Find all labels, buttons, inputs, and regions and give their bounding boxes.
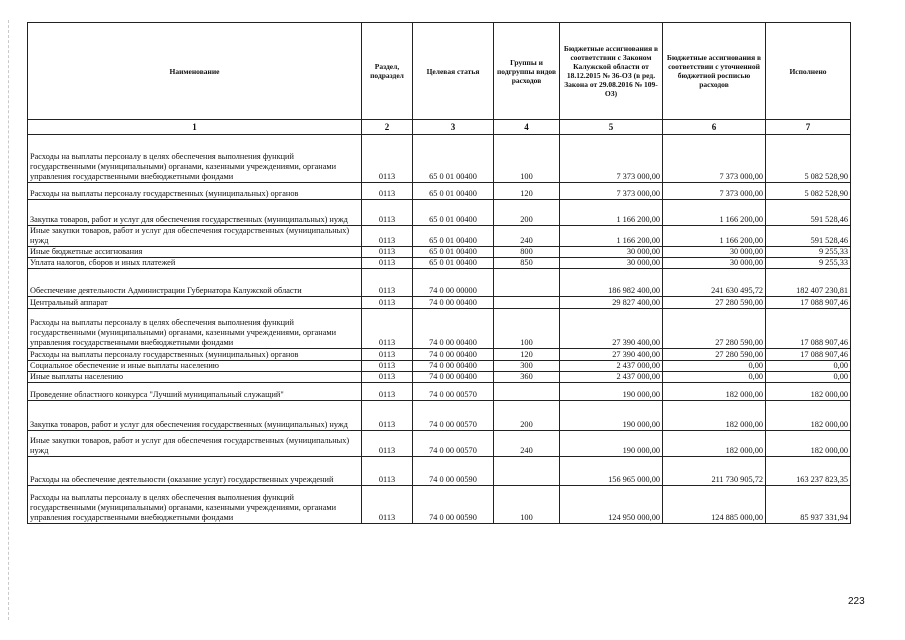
- row-group: 100: [494, 135, 560, 183]
- row-executed-amount: 9 255,33: [766, 258, 851, 269]
- table-row: [28, 226, 851, 247]
- row-name: Расходы на выплаты персоналу в целях обеспечения выполнения функций государственными (муниципальными) органами, казенными учреждениями, органами управления государственными внебюджетными фондами: [28, 309, 362, 349]
- row-law-amount: 190 000,00: [560, 383, 663, 401]
- row-name: Обеспечение деятельности Администрации Губернатора Калужской области: [28, 269, 362, 297]
- header-group: Группы и подгруппы видов расходов: [494, 23, 560, 120]
- column-number: 5: [560, 120, 663, 135]
- row-refined-amount: 182 000,00: [663, 401, 766, 431]
- row-name: Расходы на выплаты персоналу государственных (муниципальных) органов: [28, 349, 362, 361]
- row-law-amount: 30 000,00: [560, 247, 663, 258]
- row-target: 65 0 01 00400: [413, 183, 494, 200]
- row-name: Проведение областного конкурса "Лучший муниципальный служащий": [28, 383, 362, 401]
- row-name: Закупка товаров, работ и услуг для обеспечения государственных (муниципальных) нужд: [28, 200, 362, 226]
- scan-edge-line: [8, 20, 10, 620]
- row-refined-amount: 1 166 200,00: [663, 226, 766, 247]
- row-group: 200: [494, 401, 560, 431]
- row-target: 65 0 01 00400: [413, 200, 494, 226]
- row-executed-amount: 182 000,00: [766, 431, 851, 457]
- row-executed-amount: 163 237 823,35: [766, 457, 851, 486]
- row-group: [494, 457, 560, 486]
- header-section: Раздел, подраздел: [362, 23, 413, 120]
- row-target: 74 0 00 00570: [413, 383, 494, 401]
- row-target: 74 0 00 00400: [413, 361, 494, 372]
- row-section: 0113: [362, 258, 413, 269]
- row-section: 0113: [362, 486, 413, 524]
- row-law-amount: 2 437 000,00: [560, 372, 663, 383]
- row-target: 74 0 00 00590: [413, 486, 494, 524]
- row-name: Расходы на выплаты персоналу государственных (муниципальных) органов: [28, 183, 362, 200]
- row-law-amount: 7 373 000,00: [560, 183, 663, 200]
- row-name: Социальное обеспечение и иные выплаты населению: [28, 361, 362, 372]
- table-row: [28, 349, 851, 361]
- row-target: 74 0 00 00400: [413, 309, 494, 349]
- row-refined-amount: 241 630 495,72: [663, 269, 766, 297]
- table-row: [28, 431, 851, 457]
- row-section: 0113: [362, 361, 413, 372]
- table-row: [28, 486, 851, 524]
- column-number: 7: [766, 120, 851, 135]
- row-name: Центральный аппарат: [28, 297, 362, 309]
- row-law-amount: 1 166 200,00: [560, 226, 663, 247]
- row-section: 0113: [362, 372, 413, 383]
- row-executed-amount: 5 082 528,90: [766, 183, 851, 200]
- row-target: 74 0 00 00400: [413, 349, 494, 361]
- row-executed-amount: 0,00: [766, 361, 851, 372]
- row-refined-amount: 1 166 200,00: [663, 200, 766, 226]
- row-executed-amount: 0,00: [766, 372, 851, 383]
- row-group: 240: [494, 226, 560, 247]
- table-row: [28, 361, 851, 372]
- row-group: 360: [494, 372, 560, 383]
- row-target: 65 0 01 00400: [413, 247, 494, 258]
- row-section: 0113: [362, 226, 413, 247]
- row-section: 0113: [362, 457, 413, 486]
- row-group: 200: [494, 200, 560, 226]
- row-law-amount: 1 166 200,00: [560, 200, 663, 226]
- row-law-amount: 30 000,00: [560, 258, 663, 269]
- row-target: 74 0 00 00400: [413, 372, 494, 383]
- row-group: [494, 297, 560, 309]
- row-group: 850: [494, 258, 560, 269]
- row-target: 65 0 01 00400: [413, 226, 494, 247]
- row-name: Расходы на выплаты персоналу в целях обеспечения выполнения функций государственными (муниципальными) органами, казенными учреждениями, органами управления государственными внебюджетными фондами: [28, 135, 362, 183]
- row-executed-amount: 182 000,00: [766, 383, 851, 401]
- row-law-amount: 190 000,00: [560, 401, 663, 431]
- row-law-amount: 186 982 400,00: [560, 269, 663, 297]
- row-executed-amount: 182 000,00: [766, 401, 851, 431]
- row-section: 0113: [362, 247, 413, 258]
- table-row: [28, 269, 851, 297]
- table-row: [28, 183, 851, 200]
- header-target: Целевая статья: [413, 23, 494, 120]
- row-section: 0113: [362, 135, 413, 183]
- row-group: 120: [494, 349, 560, 361]
- row-law-amount: 27 390 400,00: [560, 309, 663, 349]
- row-section: 0113: [362, 431, 413, 457]
- row-name: Расходы на выплаты персоналу в целях обеспечения выполнения функций государственными (муниципальными) органами, казенными учреждениями, органами управления государственными внебюджетными фондами: [28, 486, 362, 524]
- row-group: 100: [494, 486, 560, 524]
- table-row: [28, 372, 851, 383]
- column-number: 1: [28, 120, 362, 135]
- row-executed-amount: 9 255,33: [766, 247, 851, 258]
- row-group: 120: [494, 183, 560, 200]
- row-section: 0113: [362, 401, 413, 431]
- row-name: Расходы на обеспечение деятельности (оказание услуг) государственных учреждений: [28, 457, 362, 486]
- row-refined-amount: 124 885 000,00: [663, 486, 766, 524]
- header-refined: Бюджетные ассигнования в соответствии с уточненной бюджетной росписью расходов: [663, 23, 766, 120]
- row-law-amount: 190 000,00: [560, 431, 663, 457]
- row-refined-amount: 0,00: [663, 361, 766, 372]
- row-refined-amount: 7 373 000,00: [663, 183, 766, 200]
- row-law-amount: 7 373 000,00: [560, 135, 663, 183]
- row-executed-amount: 17 088 907,46: [766, 309, 851, 349]
- row-section: 0113: [362, 383, 413, 401]
- row-target: 74 0 00 00570: [413, 401, 494, 431]
- row-refined-amount: 30 000,00: [663, 247, 766, 258]
- row-refined-amount: 7 373 000,00: [663, 135, 766, 183]
- row-refined-amount: 211 730 905,72: [663, 457, 766, 486]
- column-number-row: [28, 120, 851, 135]
- row-refined-amount: 30 000,00: [663, 258, 766, 269]
- row-law-amount: 29 827 400,00: [560, 297, 663, 309]
- row-group: 100: [494, 309, 560, 349]
- header-row: [28, 23, 851, 120]
- row-refined-amount: 27 280 590,00: [663, 309, 766, 349]
- row-executed-amount: 591 528,46: [766, 226, 851, 247]
- row-name: Иные выплаты населению: [28, 372, 362, 383]
- row-group: [494, 383, 560, 401]
- table-row: [28, 247, 851, 258]
- row-section: 0113: [362, 200, 413, 226]
- header-law: Бюджетные ассигнования в соответствии с Законом Калужской области от 18.12.2015 № 36-ОЗ (в ред. Закона от 29.08.2016 № 109-ОЗ): [560, 23, 663, 120]
- column-number: 6: [663, 120, 766, 135]
- column-number: 2: [362, 120, 413, 135]
- row-section: 0113: [362, 309, 413, 349]
- table-row: [28, 258, 851, 269]
- table-row: [28, 200, 851, 226]
- table-row: [28, 383, 851, 401]
- row-executed-amount: 17 088 907,46: [766, 349, 851, 361]
- row-law-amount: 2 437 000,00: [560, 361, 663, 372]
- row-target: 74 0 00 00000: [413, 269, 494, 297]
- row-refined-amount: 182 000,00: [663, 383, 766, 401]
- page-number: 223: [848, 596, 865, 607]
- row-refined-amount: 27 280 590,00: [663, 297, 766, 309]
- row-group: [494, 269, 560, 297]
- row-law-amount: 27 390 400,00: [560, 349, 663, 361]
- row-target: 65 0 01 00400: [413, 258, 494, 269]
- row-refined-amount: 182 000,00: [663, 431, 766, 457]
- row-name: Закупка товаров, работ и услуг для обеспечения государственных (муниципальных) нужд: [28, 401, 362, 431]
- table-row: [28, 309, 851, 349]
- table-row: [28, 457, 851, 486]
- row-section: 0113: [362, 269, 413, 297]
- table-row: [28, 401, 851, 431]
- column-number: 4: [494, 120, 560, 135]
- row-group: 300: [494, 361, 560, 372]
- row-target: 65 0 01 00400: [413, 135, 494, 183]
- row-target: 74 0 00 00590: [413, 457, 494, 486]
- row-group: 800: [494, 247, 560, 258]
- row-target: 74 0 00 00570: [413, 431, 494, 457]
- row-executed-amount: 591 528,46: [766, 200, 851, 226]
- row-executed-amount: 5 082 528,90: [766, 135, 851, 183]
- row-name: Иные закупки товаров, работ и услуг для обеспечения государственных (муниципальных) нужд: [28, 431, 362, 457]
- budget-table: [27, 22, 851, 524]
- row-executed-amount: 182 407 230,81: [766, 269, 851, 297]
- row-executed-amount: 85 937 331,94: [766, 486, 851, 524]
- row-section: 0113: [362, 349, 413, 361]
- row-name: Уплата налогов, сборов и иных платежей: [28, 258, 362, 269]
- row-section: 0113: [362, 183, 413, 200]
- row-group: 240: [494, 431, 560, 457]
- header-executed: Исполнено: [766, 23, 851, 120]
- row-target: 74 0 00 00400: [413, 297, 494, 309]
- table-row: [28, 135, 851, 183]
- row-law-amount: 124 950 000,00: [560, 486, 663, 524]
- column-number: 3: [413, 120, 494, 135]
- row-executed-amount: 17 088 907,46: [766, 297, 851, 309]
- row-name: Иные закупки товаров, работ и услуг для обеспечения государственных (муниципальных) нужд: [28, 226, 362, 247]
- row-refined-amount: 27 280 590,00: [663, 349, 766, 361]
- row-section: 0113: [362, 297, 413, 309]
- row-law-amount: 156 965 000,00: [560, 457, 663, 486]
- table-row: [28, 297, 851, 309]
- row-name: Иные бюджетные ассигнования: [28, 247, 362, 258]
- row-refined-amount: 0,00: [663, 372, 766, 383]
- header-name: Наименование: [28, 23, 362, 120]
